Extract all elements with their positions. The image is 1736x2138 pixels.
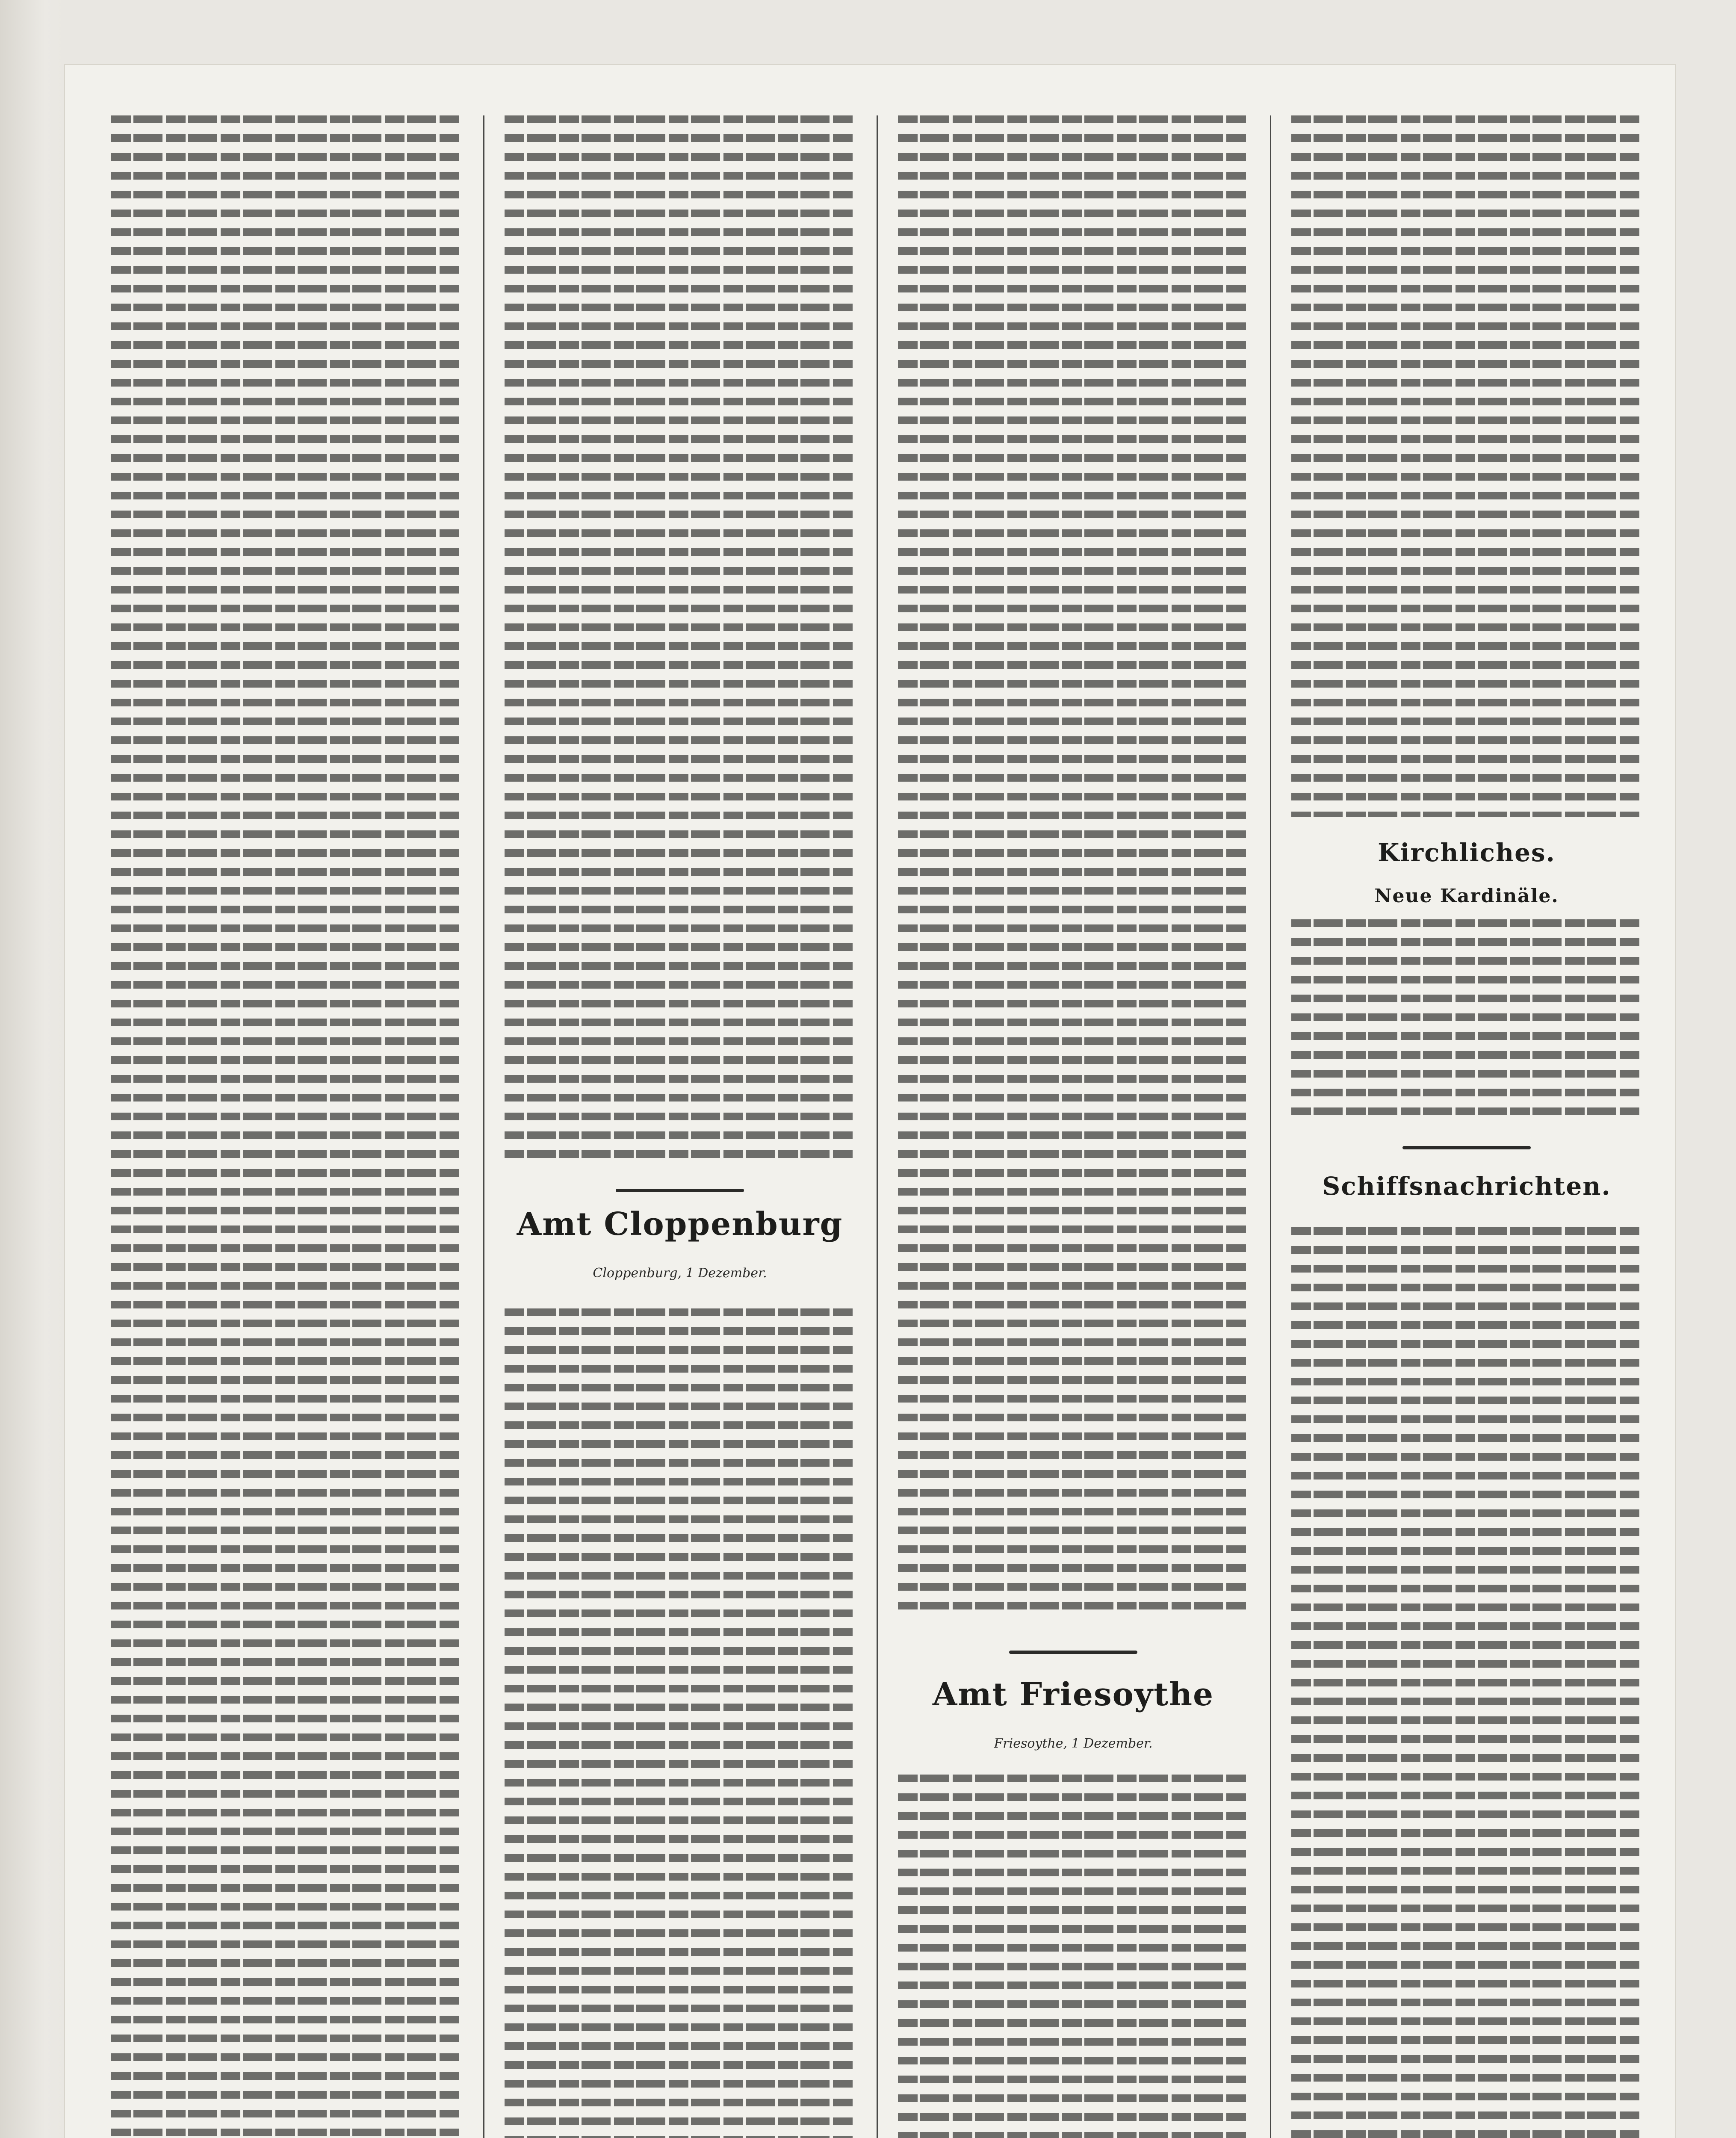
article-text-block — [1291, 915, 1642, 1120]
section-dateline: Cloppenburg, 1 Dezember. — [593, 1266, 767, 1281]
article-text-block — [505, 111, 855, 1159]
section-heading-schiffsnachrichten: Schiffsnachrichten. — [1322, 1172, 1611, 1201]
section-heading-kirchliches: Kirchliches. — [1378, 838, 1556, 867]
section-heading-amt-friesoythe: Amt Friesoythe — [932, 1676, 1214, 1713]
column-4 — [1291, 111, 1642, 2138]
article-text-block — [505, 1304, 855, 2138]
section-heading-amt-cloppenburg: Amt Cloppenburg — [517, 1206, 843, 1243]
section-dateline: Friesoythe, 1 Dezember. — [994, 1736, 1153, 1751]
section-subheading: Neue Kardinäle. — [1374, 885, 1559, 907]
section-separator — [616, 1189, 744, 1192]
column-rule — [1270, 115, 1271, 2138]
section-separator — [1009, 1651, 1137, 1654]
section-separator — [1402, 1146, 1531, 1149]
column-3 — [898, 111, 1249, 2138]
page-fold-edge — [0, 0, 64, 2138]
article-text-block — [1291, 1223, 1642, 2138]
column-1 — [111, 111, 462, 2138]
column-rule — [877, 115, 878, 2138]
article-text-block — [898, 1770, 1249, 2138]
article-text-block — [111, 111, 462, 2138]
article-text-block — [1291, 111, 1642, 817]
column-rule — [483, 115, 484, 2138]
column-2 — [505, 111, 855, 2138]
article-text-block — [898, 111, 1249, 1612]
